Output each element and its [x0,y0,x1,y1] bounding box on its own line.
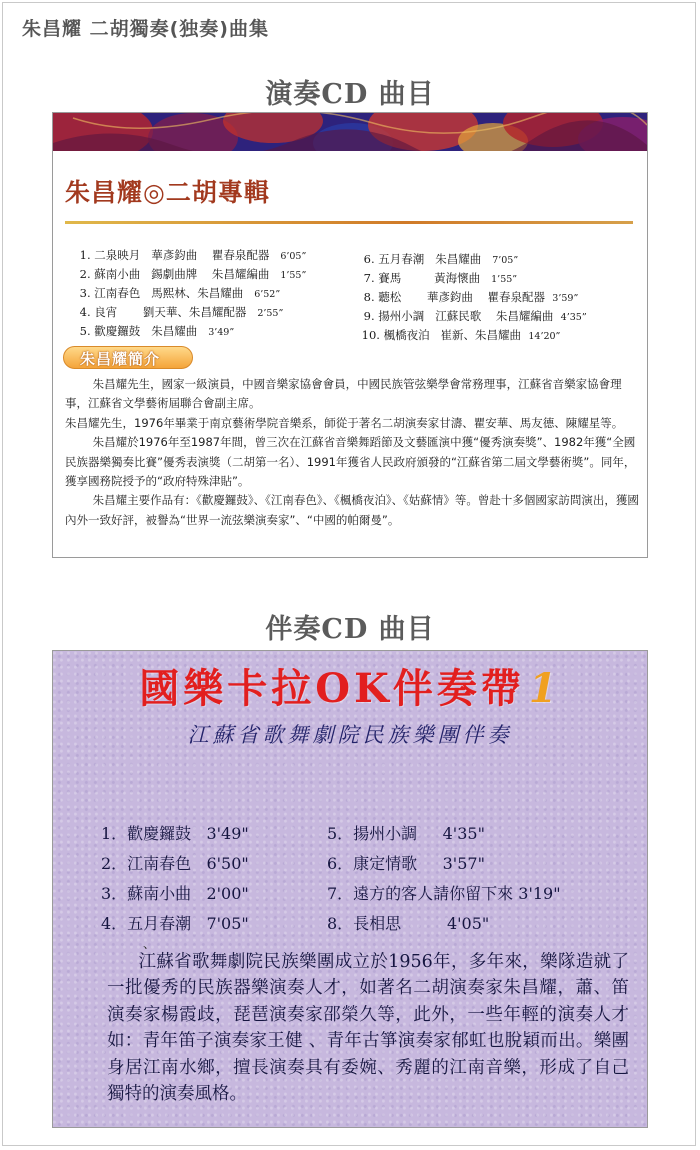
track-item [347,313,560,357]
album-card-accompaniment [52,650,648,1128]
karaoke-title-text: 國樂卡拉OK伴奏帶 [139,665,525,712]
track-duration: 6’05” [280,251,307,262]
track-name: 1．歡慶鑼鼓 [101,824,192,843]
track-item [327,851,485,874]
track-name: 6. 五月春潮 [363,252,425,266]
track-credit: 朱昌耀曲 [435,252,482,266]
track-item [101,821,249,844]
track-name: 4．五月春潮 [101,914,192,933]
karaoke-title [53,657,647,714]
track-name: 6．康定情歌 [327,854,418,873]
track-name: 5. 歡慶鑼鼓 [79,324,141,338]
stray-mark: 、 [143,937,156,951]
track-credit: 劉天華、朱昌耀配器 [142,305,247,319]
track-name: 3．蘇南小曲 [101,884,192,903]
album-card-performance [52,112,648,558]
karaoke-subtitle: 江蘇省歌舞劇院民族樂團伴奏 [187,723,513,747]
track-duration: 4'05" [446,914,490,933]
track-duration: 1’55” [491,274,518,285]
track-name: 8．長相思 [327,914,402,933]
track-duration: 4'35" [442,824,485,843]
track-name: 1. 二泉映月 [79,248,141,262]
track-item [101,851,249,874]
track-item [101,911,249,934]
bio-paragraph: 朱昌耀於1976年至1987年間，曾三次在江蘇省音樂舞蹈節及文藝匯演中獲“優秀演奏獎”、1982年獲“全國民族器樂獨奏比賽”優秀表演獎（二胡第一名）、1991年獲省人民政府頒發的“江蘇省第二屆文學藝術獎”。同年，獲享國務院授予的“政府特殊津貼”。 [65,435,636,489]
track-credit: 崔新、朱昌耀曲 [440,328,522,342]
bio-heading: 朱昌耀簡介 [80,350,161,368]
album-title: 朱昌耀◎二胡專輯 [65,178,270,207]
track-name: 4. 良宵 [79,305,118,319]
track-duration: 3’49” [208,327,235,338]
track-duration: 6'50" [206,854,249,873]
title-divider [65,221,633,224]
track-duration: 6’52” [254,289,281,300]
bio-paragraph: 朱昌耀先生，國家一級演員，中國音樂家協會會員，中國民族管弦樂學會常務理事，江蘇省音樂家協會理事，江蘇省文學藝術屆聯合會副主席。 [65,377,622,411]
track-name: 9. 揚州小調 [363,309,425,323]
description-paragraph: 江蘇省歌舞劇院民族樂團成立於1956年，多年來，樂隊造就了一批優秀的民族器樂演奏人才，如著名二胡演奏家朱昌耀，蕭、笛演奏家楊霞歧，琵琶演奏家邵榮久等，此外，一些年輕的演奏人才如：青年笛子演奏家王健 、青年古箏演奏家郁虹也脫穎而出。樂團身居江南水鄉，擅長演奏具有委婉、秀麗的江南音樂，形成了自己獨特的演奏風格。 [107,952,629,1105]
track-credit: 錫劇曲牌 朱昌耀編曲 [151,267,270,281]
track-credit: 江蘇民歌 朱昌耀編曲 [435,309,554,323]
track-name: 2. 蘇南小曲 [79,267,141,281]
track-duration: 1’55” [280,270,307,281]
track-name: 3. 江南春色 [79,286,141,300]
karaoke-volume-number: 1 [528,665,561,712]
track-credit: 華彥鈞曲 瞿春泉配器 [426,290,545,304]
track-name: 2．江南春色 [101,854,192,873]
track-duration: 7’05” [492,255,519,266]
track-name: 10. 楓橋夜泊 [361,328,430,342]
album-banner-image [53,113,647,151]
track-duration: 2’55” [257,308,284,319]
track-duration: 3'19" [518,884,561,903]
track-item [327,881,561,904]
track-credit: 黃海懷曲 [434,271,481,285]
track-name: 5．揚州小調 [327,824,418,843]
track-duration: 4’35” [560,312,587,323]
track-duration: 14’20” [528,331,561,342]
track-duration: 2'00" [206,884,249,903]
banner-art-icon [53,113,647,151]
section-title-performance-cd: 演奏CD 曲目 [265,79,435,110]
track-item [327,911,489,934]
track-name: 7. 賽馬 [363,271,402,285]
track-duration: 7'05" [206,914,249,933]
track-name: 8. 聽松 [363,290,402,304]
bio-heading-badge [63,346,193,369]
bio-paragraph: 朱昌耀先生，1976年畢業于南京藝術學院音樂系，師從于著名二胡演奏家甘濤、瞿安華、馬友德、陳耀星等。 [65,415,624,430]
track-item [101,881,249,904]
section-title-accompaniment-cd: 伴奏CD 曲目 [265,614,435,645]
track-credit: 馬熙林、朱昌耀曲 [151,286,244,300]
track-duration: 3'57" [442,854,485,873]
artist-bio [65,375,643,530]
track-credit: 華彥鈞曲 瞿春泉配器 [151,248,270,262]
track-name: 7．遠方的客人請你留下來 [327,884,514,903]
track-credit: 朱昌耀曲 [151,324,198,338]
track-item [327,821,485,844]
track-duration: 3'49" [206,824,249,843]
page-header: 朱昌耀 二胡獨奏(独奏)曲集 [22,18,269,40]
ensemble-description [107,949,629,1107]
bio-paragraph: 朱昌耀主要作品有：《歡慶鑼鼓》、《江南春色》、《楓橋夜泊》、《姑蘇情》等。曾赴十多個國家訪問演出，獲國內外一致好評，被譽為“世界一流弦樂演奏家”、“中國的帕爾曼”。 [65,493,639,527]
track-duration: 3’59” [552,293,579,304]
